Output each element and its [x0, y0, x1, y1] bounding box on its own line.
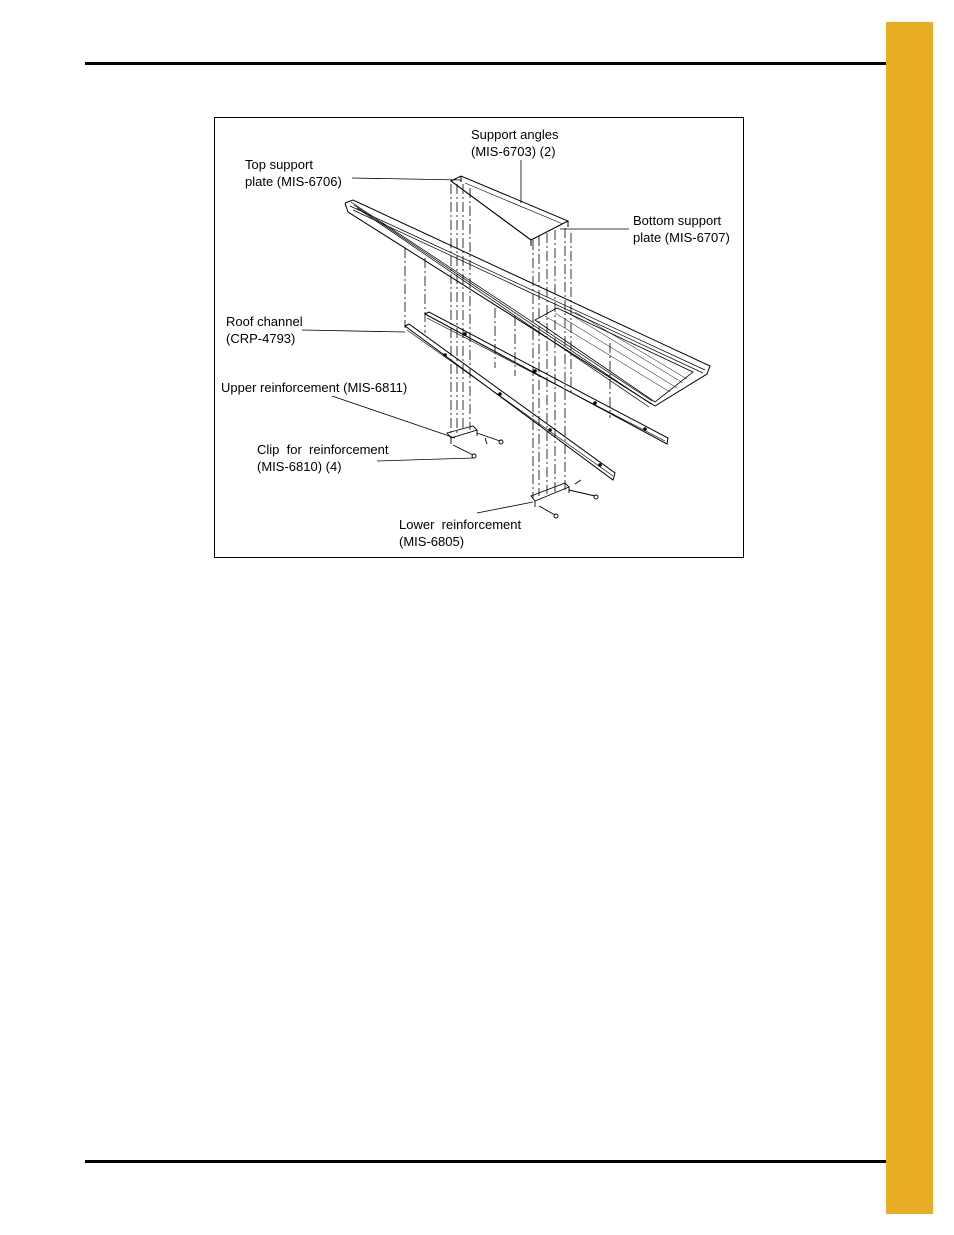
support-angles	[405, 184, 610, 498]
leader-upper-reinforcement	[332, 396, 455, 438]
clip-group-right	[531, 480, 598, 518]
upper-reinforcement	[405, 324, 615, 480]
leader-clip	[377, 458, 473, 461]
label-support-angles: Support angles (MIS-6703) (2)	[471, 127, 559, 159]
header-rule	[85, 62, 926, 65]
top-support-plate	[451, 176, 568, 246]
leader-top-plate	[352, 178, 461, 180]
assembly-diagram	[214, 117, 744, 558]
lower-reinforcement-bar	[425, 312, 668, 444]
footer-rule	[85, 1160, 926, 1163]
section-tab	[886, 22, 933, 1214]
clip-group-left	[447, 426, 503, 458]
label-bottom-support-plate: Bottom support plate (MIS-6707)	[633, 213, 730, 245]
leader-roof-channel	[302, 330, 405, 332]
label-top-support-plate: Top support plate (MIS-6706)	[245, 157, 342, 189]
label-clip-for-reinforcement: Clip for reinforcement (MIS-6810) (4)	[257, 442, 389, 474]
label-lower-reinforcement: Lower reinforcement (MIS-6805)	[399, 517, 522, 549]
label-upper-reinforcement: Upper reinforcement (MIS-6811)	[221, 380, 408, 395]
label-roof-channel: Roof channel (CRP-4793)	[226, 314, 303, 346]
leader-lower-reinforcement	[477, 502, 533, 513]
